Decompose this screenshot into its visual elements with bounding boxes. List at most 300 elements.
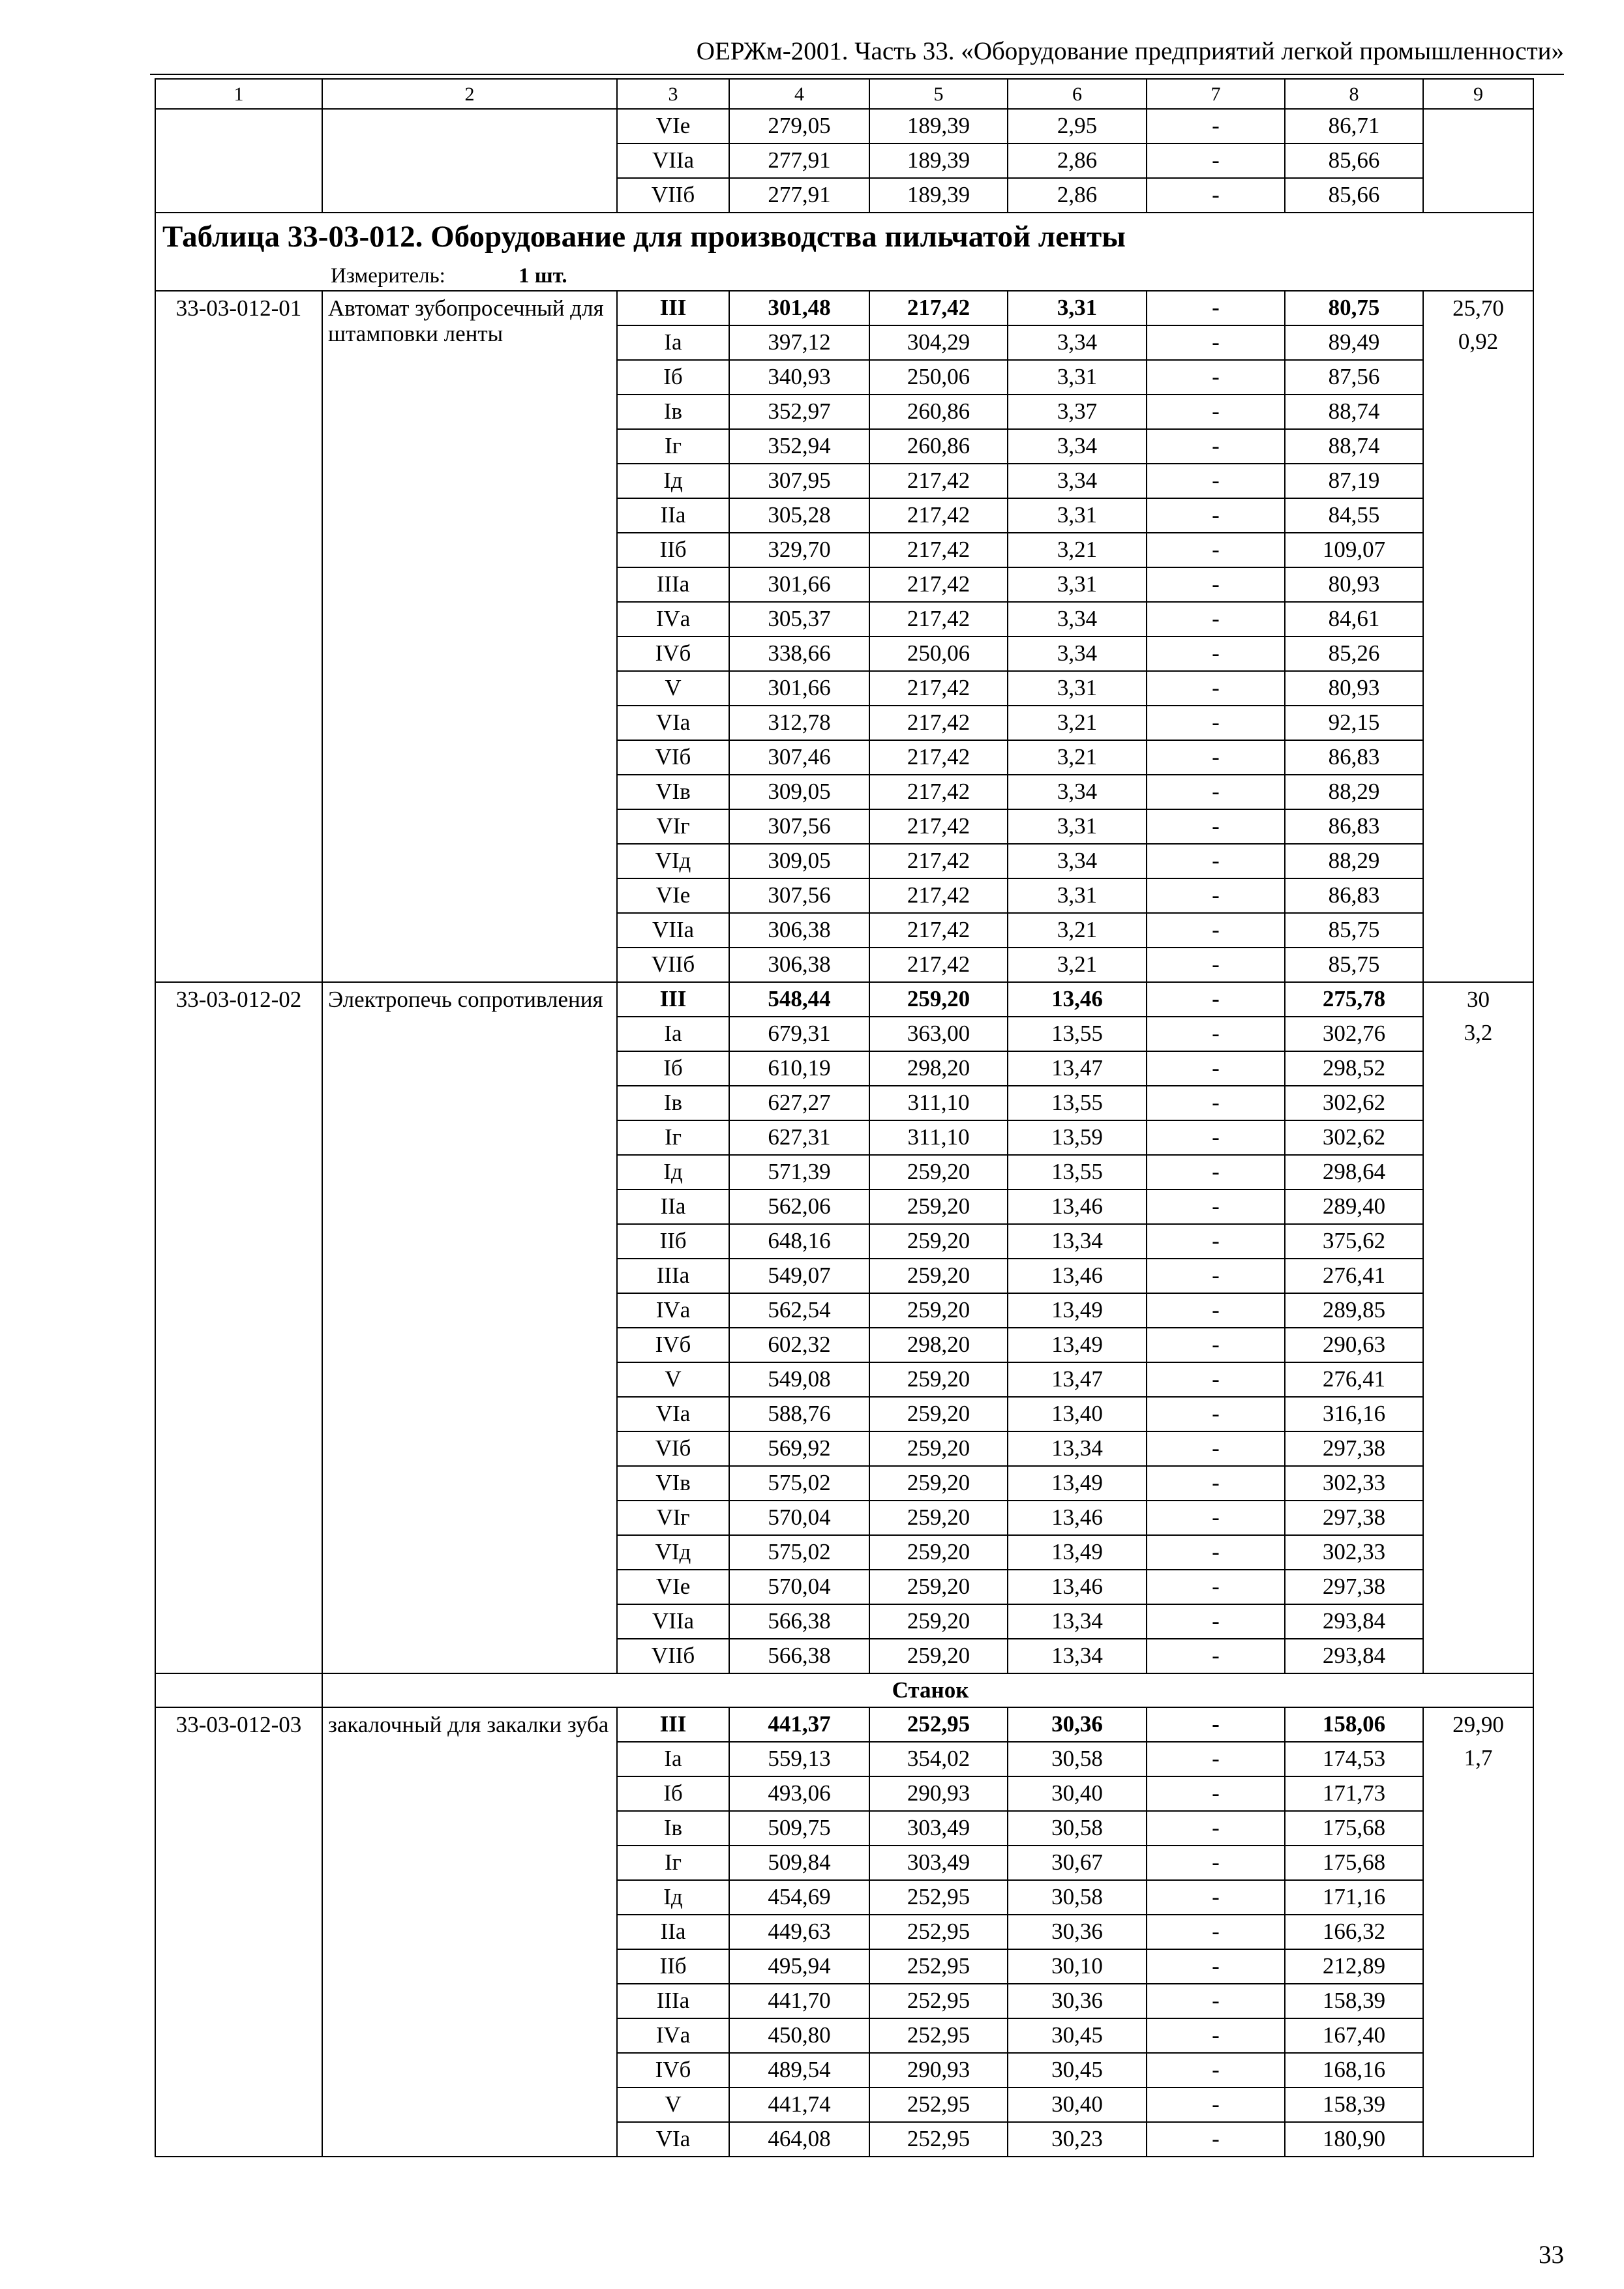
zone-code: VIб bbox=[617, 1431, 729, 1466]
zone-code: IVб bbox=[617, 636, 729, 671]
materials-cost: 84,55 bbox=[1285, 498, 1423, 533]
machine-cost: 3,34 bbox=[1008, 636, 1147, 671]
machine-cost: 30,23 bbox=[1008, 2122, 1147, 2157]
zone-code: VIIа bbox=[617, 1604, 729, 1639]
total-cost: 397,12 bbox=[729, 325, 869, 360]
zone-code: VIIб bbox=[617, 178, 729, 213]
total-cost: 309,05 bbox=[729, 775, 869, 809]
materials-cost: 88,74 bbox=[1285, 395, 1423, 429]
driver-wages: - bbox=[1147, 948, 1285, 982]
machine-cost: 30,58 bbox=[1008, 1742, 1147, 1776]
total-cost: 279,05 bbox=[729, 109, 869, 143]
materials-cost: 87,56 bbox=[1285, 360, 1423, 395]
machine-cost: 13,55 bbox=[1008, 1017, 1147, 1051]
machine-cost: 13,46 bbox=[1008, 982, 1147, 1017]
materials-cost: 85,66 bbox=[1285, 143, 1423, 178]
materials-cost: 158,06 bbox=[1285, 1707, 1423, 1742]
wages-cost: 259,20 bbox=[869, 1397, 1008, 1431]
wages-cost: 290,93 bbox=[869, 2053, 1008, 2087]
wages-cost: 252,95 bbox=[869, 1984, 1008, 2018]
wages-cost: 217,42 bbox=[869, 671, 1008, 706]
materials-cost: 302,62 bbox=[1285, 1086, 1423, 1120]
wages-cost: 252,95 bbox=[869, 1949, 1008, 1984]
wages-cost: 217,42 bbox=[869, 567, 1008, 602]
materials-cost: 171,73 bbox=[1285, 1776, 1423, 1811]
wages-cost: 363,00 bbox=[869, 1017, 1008, 1051]
wages-cost: 303,49 bbox=[869, 1811, 1008, 1846]
zone-code: IIа bbox=[617, 498, 729, 533]
zone-code: VIIб bbox=[617, 948, 729, 982]
wages-cost: 252,95 bbox=[869, 1915, 1008, 1949]
wages-cost: 259,20 bbox=[869, 1535, 1008, 1570]
table-body bbox=[155, 79, 1533, 2157]
total-cost: 566,38 bbox=[729, 1639, 869, 1673]
column-number-row bbox=[155, 79, 1533, 109]
wages-cost: 303,49 bbox=[869, 1846, 1008, 1880]
total-cost: 566,38 bbox=[729, 1604, 869, 1639]
section-label: Станок bbox=[322, 1673, 1533, 1707]
materials-cost: 86,71 bbox=[1285, 109, 1423, 143]
machine-cost: 3,34 bbox=[1008, 844, 1147, 878]
machine-cost: 13,34 bbox=[1008, 1639, 1147, 1673]
wages-cost: 217,42 bbox=[869, 913, 1008, 948]
zone-code: III bbox=[617, 291, 729, 325]
driver-wages: - bbox=[1147, 775, 1285, 809]
zone-code: IVб bbox=[617, 1328, 729, 1362]
materials-cost: 289,85 bbox=[1285, 1293, 1423, 1328]
extra-value: 30 bbox=[1467, 987, 1490, 1012]
column-number: 9 bbox=[1423, 79, 1533, 109]
materials-cost: 302,33 bbox=[1285, 1466, 1423, 1501]
wages-cost: 260,86 bbox=[869, 395, 1008, 429]
zone-code: Iд bbox=[617, 1880, 729, 1915]
machine-cost: 3,21 bbox=[1008, 948, 1147, 982]
total-cost: 602,32 bbox=[729, 1328, 869, 1362]
machine-cost: 3,21 bbox=[1008, 740, 1147, 775]
total-cost: 301,66 bbox=[729, 671, 869, 706]
column-number: 7 bbox=[1147, 79, 1285, 109]
total-cost: 352,97 bbox=[729, 395, 869, 429]
zone-code: Iг bbox=[617, 429, 729, 464]
machine-cost: 13,46 bbox=[1008, 1189, 1147, 1224]
extra-values bbox=[1423, 291, 1533, 982]
driver-wages: - bbox=[1147, 109, 1285, 143]
wages-cost: 217,42 bbox=[869, 533, 1008, 567]
wages-cost: 252,95 bbox=[869, 2018, 1008, 2053]
zone-code: IVа bbox=[617, 602, 729, 636]
driver-wages: - bbox=[1147, 1949, 1285, 1984]
zone-code: Iд bbox=[617, 1155, 729, 1189]
materials-cost: 175,68 bbox=[1285, 1846, 1423, 1880]
materials-cost: 375,62 bbox=[1285, 1224, 1423, 1259]
materials-cost: 275,78 bbox=[1285, 982, 1423, 1017]
wages-cost: 298,20 bbox=[869, 1328, 1008, 1362]
zone-code: Iа bbox=[617, 1742, 729, 1776]
machine-cost: 13,55 bbox=[1008, 1086, 1147, 1120]
zone-code: Iб bbox=[617, 1776, 729, 1811]
driver-wages: - bbox=[1147, 567, 1285, 602]
wages-cost: 189,39 bbox=[869, 178, 1008, 213]
machine-cost: 3,37 bbox=[1008, 395, 1147, 429]
unit-row bbox=[155, 262, 1533, 291]
driver-wages: - bbox=[1147, 2018, 1285, 2053]
driver-wages: - bbox=[1147, 464, 1285, 498]
driver-wages: - bbox=[1147, 1051, 1285, 1086]
driver-wages: - bbox=[1147, 429, 1285, 464]
wages-cost: 217,42 bbox=[869, 706, 1008, 740]
total-cost: 301,66 bbox=[729, 567, 869, 602]
driver-wages: - bbox=[1147, 1155, 1285, 1189]
zone-code: VIа bbox=[617, 706, 729, 740]
machine-cost: 13,40 bbox=[1008, 1397, 1147, 1431]
driver-wages: - bbox=[1147, 1707, 1285, 1742]
driver-wages: - bbox=[1147, 636, 1285, 671]
machine-cost: 30,58 bbox=[1008, 1880, 1147, 1915]
machine-cost: 3,34 bbox=[1008, 429, 1147, 464]
driver-wages: - bbox=[1147, 360, 1285, 395]
materials-cost: 297,38 bbox=[1285, 1431, 1423, 1466]
wages-cost: 259,20 bbox=[869, 1155, 1008, 1189]
total-cost: 449,63 bbox=[729, 1915, 869, 1949]
machine-cost: 30,10 bbox=[1008, 1949, 1147, 1984]
total-cost: 306,38 bbox=[729, 948, 869, 982]
zone-code: Iб bbox=[617, 360, 729, 395]
materials-cost: 293,84 bbox=[1285, 1639, 1423, 1673]
extra-value: 1,7 bbox=[1464, 1745, 1493, 1771]
machine-cost: 30,40 bbox=[1008, 2087, 1147, 2122]
wages-cost: 217,42 bbox=[869, 844, 1008, 878]
materials-cost: 316,16 bbox=[1285, 1397, 1423, 1431]
driver-wages: - bbox=[1147, 1397, 1285, 1431]
wages-cost: 250,06 bbox=[869, 360, 1008, 395]
unit-cell bbox=[155, 262, 1533, 291]
driver-wages: - bbox=[1147, 498, 1285, 533]
machine-cost: 3,31 bbox=[1008, 291, 1147, 325]
machine-cost: 2,86 bbox=[1008, 178, 1147, 213]
materials-cost: 289,40 bbox=[1285, 1189, 1423, 1224]
wages-cost: 250,06 bbox=[869, 636, 1008, 671]
driver-wages: - bbox=[1147, 1570, 1285, 1604]
machine-cost: 30,36 bbox=[1008, 1915, 1147, 1949]
machine-cost: 3,21 bbox=[1008, 913, 1147, 948]
total-cost: 562,06 bbox=[729, 1189, 869, 1224]
machine-cost: 3,34 bbox=[1008, 464, 1147, 498]
machine-cost: 13,49 bbox=[1008, 1293, 1147, 1328]
zone-code: VIг bbox=[617, 1501, 729, 1535]
materials-cost: 276,41 bbox=[1285, 1362, 1423, 1397]
machine-cost: 13,49 bbox=[1008, 1328, 1147, 1362]
materials-cost: 86,83 bbox=[1285, 809, 1423, 844]
total-cost: 575,02 bbox=[729, 1535, 869, 1570]
materials-cost: 293,84 bbox=[1285, 1604, 1423, 1639]
driver-wages: - bbox=[1147, 1259, 1285, 1293]
zone-code: V bbox=[617, 2087, 729, 2122]
total-cost: 301,48 bbox=[729, 291, 869, 325]
machine-cost: 30,36 bbox=[1008, 1984, 1147, 2018]
machine-cost: 30,67 bbox=[1008, 1846, 1147, 1880]
code-cell-empty bbox=[155, 109, 322, 213]
driver-wages: - bbox=[1147, 913, 1285, 948]
materials-cost: 109,07 bbox=[1285, 533, 1423, 567]
total-cost: 312,78 bbox=[729, 706, 869, 740]
materials-cost: 80,93 bbox=[1285, 671, 1423, 706]
total-cost: 549,08 bbox=[729, 1362, 869, 1397]
zone-code: Iа bbox=[617, 325, 729, 360]
machine-cost: 3,34 bbox=[1008, 325, 1147, 360]
materials-cost: 298,64 bbox=[1285, 1155, 1423, 1189]
driver-wages: - bbox=[1147, 844, 1285, 878]
section-row bbox=[155, 1673, 1533, 1707]
zone-code: VIв bbox=[617, 775, 729, 809]
extra-value: 25,70 bbox=[1452, 295, 1504, 321]
materials-cost: 166,32 bbox=[1285, 1915, 1423, 1949]
total-cost: 441,70 bbox=[729, 1984, 869, 2018]
machine-cost: 2,95 bbox=[1008, 109, 1147, 143]
total-cost: 648,16 bbox=[729, 1224, 869, 1259]
table-title-row bbox=[155, 213, 1533, 262]
driver-wages: - bbox=[1147, 1846, 1285, 1880]
driver-wages: - bbox=[1147, 671, 1285, 706]
total-cost: 588,76 bbox=[729, 1397, 869, 1431]
materials-cost: 302,76 bbox=[1285, 1017, 1423, 1051]
machine-cost: 3,31 bbox=[1008, 567, 1147, 602]
zone-code: Iд bbox=[617, 464, 729, 498]
wages-cost: 311,10 bbox=[869, 1120, 1008, 1155]
zone-code: VIг bbox=[617, 809, 729, 844]
zone-code: VIв bbox=[617, 1466, 729, 1501]
wages-cost: 259,20 bbox=[869, 1431, 1008, 1466]
item-code: 33-03-012-03 bbox=[155, 1707, 322, 2157]
wages-cost: 252,95 bbox=[869, 1707, 1008, 1742]
driver-wages: - bbox=[1147, 291, 1285, 325]
wages-cost: 259,20 bbox=[869, 1570, 1008, 1604]
driver-wages: - bbox=[1147, 602, 1285, 636]
zone-code: VIд bbox=[617, 1535, 729, 1570]
materials-cost: 298,52 bbox=[1285, 1051, 1423, 1086]
total-cost: 489,54 bbox=[729, 2053, 869, 2087]
zone-code: VIа bbox=[617, 2122, 729, 2157]
wages-cost: 259,20 bbox=[869, 1362, 1008, 1397]
zone-code: IVа bbox=[617, 2018, 729, 2053]
page-number: 33 bbox=[1539, 2241, 1564, 2269]
extra-value: 29,90 bbox=[1452, 1712, 1504, 1737]
driver-wages: - bbox=[1147, 1431, 1285, 1466]
zone-code: IIIа bbox=[617, 1984, 729, 2018]
total-cost: 450,80 bbox=[729, 2018, 869, 2053]
materials-cost: 174,53 bbox=[1285, 1742, 1423, 1776]
total-cost: 610,19 bbox=[729, 1051, 869, 1086]
machine-cost: 13,46 bbox=[1008, 1501, 1147, 1535]
machine-cost: 13,47 bbox=[1008, 1051, 1147, 1086]
total-cost: 307,95 bbox=[729, 464, 869, 498]
wages-cost: 217,42 bbox=[869, 948, 1008, 982]
wages-cost: 252,95 bbox=[869, 1880, 1008, 1915]
materials-cost: 168,16 bbox=[1285, 2053, 1423, 2087]
wages-cost: 217,42 bbox=[869, 740, 1008, 775]
zone-code: IIIа bbox=[617, 567, 729, 602]
machine-cost: 3,31 bbox=[1008, 809, 1147, 844]
column-number: 6 bbox=[1008, 79, 1147, 109]
driver-wages: - bbox=[1147, 395, 1285, 429]
total-cost: 509,84 bbox=[729, 1846, 869, 1880]
materials-cost: 80,75 bbox=[1285, 291, 1423, 325]
materials-cost: 171,16 bbox=[1285, 1880, 1423, 1915]
total-cost: 562,54 bbox=[729, 1293, 869, 1328]
total-cost: 495,94 bbox=[729, 1949, 869, 1984]
zone-code: Iб bbox=[617, 1051, 729, 1086]
zone-code: V bbox=[617, 671, 729, 706]
machine-cost: 13,34 bbox=[1008, 1431, 1147, 1466]
zone-code: VIе bbox=[617, 878, 729, 913]
zone-code: III bbox=[617, 1707, 729, 1742]
machine-cost: 13,49 bbox=[1008, 1466, 1147, 1501]
wages-cost: 260,86 bbox=[869, 429, 1008, 464]
materials-cost: 158,39 bbox=[1285, 2087, 1423, 2122]
total-cost: 306,38 bbox=[729, 913, 869, 948]
zone-code: III bbox=[617, 982, 729, 1017]
total-cost: 441,37 bbox=[729, 1707, 869, 1742]
total-cost: 549,07 bbox=[729, 1259, 869, 1293]
zone-code: VIIа bbox=[617, 913, 729, 948]
table-row bbox=[155, 109, 1533, 143]
column-number: 2 bbox=[322, 79, 617, 109]
wages-cost: 217,42 bbox=[869, 498, 1008, 533]
machine-cost: 13,55 bbox=[1008, 1155, 1147, 1189]
total-cost: 627,31 bbox=[729, 1120, 869, 1155]
total-cost: 569,92 bbox=[729, 1431, 869, 1466]
materials-cost: 86,83 bbox=[1285, 740, 1423, 775]
materials-cost: 297,38 bbox=[1285, 1570, 1423, 1604]
wages-cost: 311,10 bbox=[869, 1086, 1008, 1120]
wages-cost: 290,93 bbox=[869, 1776, 1008, 1811]
total-cost: 309,05 bbox=[729, 844, 869, 878]
wages-cost: 217,42 bbox=[869, 809, 1008, 844]
wages-cost: 259,20 bbox=[869, 1639, 1008, 1673]
driver-wages: - bbox=[1147, 1639, 1285, 1673]
machine-cost: 13,46 bbox=[1008, 1259, 1147, 1293]
wages-cost: 252,95 bbox=[869, 2122, 1008, 2157]
total-cost: 305,37 bbox=[729, 602, 869, 636]
total-cost: 307,56 bbox=[729, 809, 869, 844]
machine-cost: 13,34 bbox=[1008, 1224, 1147, 1259]
machine-cost: 13,47 bbox=[1008, 1362, 1147, 1397]
materials-cost: 92,15 bbox=[1285, 706, 1423, 740]
total-cost: 340,93 bbox=[729, 360, 869, 395]
total-cost: 277,91 bbox=[729, 143, 869, 178]
wages-cost: 189,39 bbox=[869, 109, 1008, 143]
item-name: Электропечь сопротивления bbox=[322, 982, 617, 1673]
table-row bbox=[155, 982, 1533, 1017]
driver-wages: - bbox=[1147, 1362, 1285, 1397]
zone-code: IIа bbox=[617, 1189, 729, 1224]
zone-code: Iв bbox=[617, 395, 729, 429]
column-number: 4 bbox=[729, 79, 869, 109]
extra-values bbox=[1423, 1707, 1533, 2157]
machine-cost: 3,31 bbox=[1008, 671, 1147, 706]
machine-cost: 3,31 bbox=[1008, 498, 1147, 533]
unit-label: Измеритель: bbox=[331, 263, 445, 288]
zone-code: IVб bbox=[617, 2053, 729, 2087]
wages-cost: 259,20 bbox=[869, 1604, 1008, 1639]
table-title: Таблица 33-03-012. Оборудование для производства пильчатой ленты bbox=[155, 213, 1533, 262]
column-number: 1 bbox=[155, 79, 322, 109]
item-code: 33-03-012-01 bbox=[155, 291, 322, 982]
driver-wages: - bbox=[1147, 1742, 1285, 1776]
machine-cost: 13,46 bbox=[1008, 1570, 1147, 1604]
materials-cost: 89,49 bbox=[1285, 325, 1423, 360]
wages-cost: 217,42 bbox=[869, 464, 1008, 498]
driver-wages: - bbox=[1147, 325, 1285, 360]
driver-wages: - bbox=[1147, 1776, 1285, 1811]
machine-cost: 2,86 bbox=[1008, 143, 1147, 178]
materials-cost: 180,90 bbox=[1285, 2122, 1423, 2157]
machine-cost: 30,45 bbox=[1008, 2053, 1147, 2087]
materials-cost: 85,75 bbox=[1285, 948, 1423, 982]
materials-cost: 85,66 bbox=[1285, 178, 1423, 213]
wages-cost: 354,02 bbox=[869, 1742, 1008, 1776]
wages-cost: 259,20 bbox=[869, 1224, 1008, 1259]
materials-cost: 87,19 bbox=[1285, 464, 1423, 498]
total-cost: 548,44 bbox=[729, 982, 869, 1017]
zone-code: VIIб bbox=[617, 1639, 729, 1673]
item-code: 33-03-012-02 bbox=[155, 982, 322, 1673]
unit-value: 1 шт. bbox=[519, 263, 567, 288]
zone-code: Iв bbox=[617, 1811, 729, 1846]
zone-code: VIIа bbox=[617, 143, 729, 178]
driver-wages: - bbox=[1147, 1086, 1285, 1120]
total-cost: 352,94 bbox=[729, 429, 869, 464]
wages-cost: 252,95 bbox=[869, 2087, 1008, 2122]
wages-cost: 298,20 bbox=[869, 1051, 1008, 1086]
materials-cost: 84,61 bbox=[1285, 602, 1423, 636]
wages-cost: 304,29 bbox=[869, 325, 1008, 360]
machine-cost: 3,21 bbox=[1008, 533, 1147, 567]
driver-wages: - bbox=[1147, 178, 1285, 213]
total-cost: 277,91 bbox=[729, 178, 869, 213]
total-cost: 570,04 bbox=[729, 1501, 869, 1535]
materials-cost: 88,29 bbox=[1285, 844, 1423, 878]
materials-cost: 88,74 bbox=[1285, 429, 1423, 464]
wages-cost: 217,42 bbox=[869, 602, 1008, 636]
wages-cost: 259,20 bbox=[869, 1189, 1008, 1224]
zone-code: VIе bbox=[617, 109, 729, 143]
materials-cost: 276,41 bbox=[1285, 1259, 1423, 1293]
materials-cost: 158,39 bbox=[1285, 1984, 1423, 2018]
machine-cost: 3,21 bbox=[1008, 706, 1147, 740]
total-cost: 305,28 bbox=[729, 498, 869, 533]
total-cost: 570,04 bbox=[729, 1570, 869, 1604]
total-cost: 329,70 bbox=[729, 533, 869, 567]
name-cell-empty bbox=[322, 109, 617, 213]
machine-cost: 3,31 bbox=[1008, 360, 1147, 395]
driver-wages: - bbox=[1147, 1811, 1285, 1846]
header-rule bbox=[150, 74, 1564, 75]
zone-code: IIа bbox=[617, 1915, 729, 1949]
driver-wages: - bbox=[1147, 1017, 1285, 1051]
zone-code: IIб bbox=[617, 1224, 729, 1259]
zone-code: IIб bbox=[617, 1949, 729, 1984]
total-cost: 307,56 bbox=[729, 878, 869, 913]
machine-cost: 13,34 bbox=[1008, 1604, 1147, 1639]
total-cost: 464,08 bbox=[729, 2122, 869, 2157]
driver-wages: - bbox=[1147, 2087, 1285, 2122]
driver-wages: - bbox=[1147, 1535, 1285, 1570]
materials-cost: 88,29 bbox=[1285, 775, 1423, 809]
zone-code: VIе bbox=[617, 1570, 729, 1604]
extra-value: 3,2 bbox=[1464, 1020, 1493, 1045]
materials-cost: 85,75 bbox=[1285, 913, 1423, 948]
machine-cost: 13,49 bbox=[1008, 1535, 1147, 1570]
